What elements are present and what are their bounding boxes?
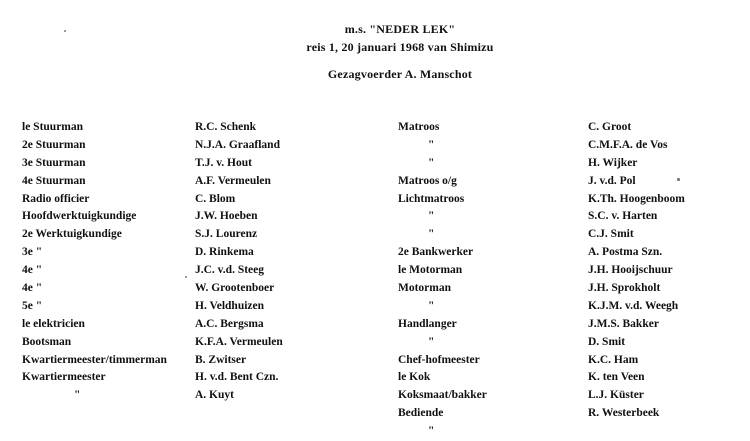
crew-name: D. Rinkema xyxy=(195,246,254,259)
crew-rank: Kwartiermeester/timmerman xyxy=(22,353,167,366)
crew-name: A. Postma Szn. xyxy=(588,246,663,259)
crew-rank: " xyxy=(428,156,435,169)
crew-rank: Bootsman xyxy=(22,335,72,348)
crew-rank: Koksmaat/bakker xyxy=(398,389,487,402)
paper-speck xyxy=(64,30,66,32)
crew-name: L.J. Küster xyxy=(588,389,644,402)
crew-rank: Matroos xyxy=(398,121,440,133)
crew-rank: 3e Stuurman xyxy=(22,156,86,169)
paper-speck xyxy=(185,276,187,278)
crew-rank: le elektricien xyxy=(22,317,85,330)
crew-name: R. Westerbeek xyxy=(588,407,660,420)
voyage-info: reis 1, 20 januari 1968 van Shimizu xyxy=(306,40,494,54)
crew-name: J.H. Hooijschuur xyxy=(588,264,673,277)
crew-name: S.J. Lourenz xyxy=(195,228,258,241)
crew-name: K.C. Ham xyxy=(588,353,639,366)
crew-name: K.Th. Hoogenboom xyxy=(588,192,685,205)
crew-rank: le Kok xyxy=(398,371,431,384)
captain-line: Gezagvoerder A. Manschot xyxy=(327,67,473,81)
crew-rank: 2e Stuurman xyxy=(22,138,86,151)
crew-name: K. ten Veen xyxy=(588,371,645,384)
crew-rank: 3e " xyxy=(22,246,43,259)
crew-rank: Motorman xyxy=(398,282,452,295)
right-name-column xyxy=(588,119,685,441)
crew-name: R.C. Schenk xyxy=(195,121,257,133)
crew-name: J.W. Hoeben xyxy=(195,210,258,223)
crew-rank: Kwartiermeester xyxy=(22,371,106,384)
crew-name: H. Wijker xyxy=(588,156,638,169)
crew-rank: le Motorman xyxy=(398,264,463,277)
crew-rank: 2e Werktuigkundige xyxy=(22,228,122,241)
crew-rank: 4e Stuurman xyxy=(22,174,86,187)
crew-name: A. Kuyt xyxy=(195,389,234,402)
crew-name: C. Groot xyxy=(588,121,632,133)
crew-name: B. Zwitser xyxy=(195,353,247,366)
crew-rank: " xyxy=(428,425,435,438)
crew-rank: 2e Bankwerker xyxy=(398,246,474,259)
left-rank-column xyxy=(22,119,167,405)
crew-name: K.F.A. Vermeulen xyxy=(195,335,283,348)
crew-rank: " xyxy=(428,210,435,223)
crew-name: K.J.M. v.d. Weegh xyxy=(588,299,679,312)
crew-name: D. Smit xyxy=(588,335,626,348)
crew-rank: 4e " xyxy=(22,264,43,277)
crew-rank: Radio officier xyxy=(22,192,90,205)
crew-name: A.F. Vermeulen xyxy=(195,174,271,187)
crew-name: T.J. v. Hout xyxy=(195,156,252,169)
crew-rank: le Stuurman xyxy=(22,121,84,133)
crew-rank: " xyxy=(428,228,435,241)
crew-rank: " xyxy=(428,335,435,348)
crew-rank: Handlanger xyxy=(398,317,457,330)
crew-rank: Matroos o/g xyxy=(398,174,457,187)
crew-name: C.J. Smit xyxy=(588,228,634,241)
crew-rank: Hoofdwerktuigkundige xyxy=(22,210,137,223)
crew-name: J.C. v.d. Steeg xyxy=(195,264,264,277)
left-name-column xyxy=(195,119,283,405)
crew-name: C. Blom xyxy=(195,192,236,205)
crew-name: H. Veldhuizen xyxy=(195,299,265,312)
ship-name: m.s. "NEDER LEK" xyxy=(344,22,456,36)
crew-rank: Chef-hofmeester xyxy=(398,353,480,366)
crew-name: H. v.d. Bent Czn. xyxy=(195,371,279,384)
crew-rank: " xyxy=(428,138,435,151)
crew-name: W. Grootenboer xyxy=(195,282,275,295)
crew-rank: Bediende xyxy=(398,407,444,420)
crew-name xyxy=(588,423,685,441)
crew-name: S.C. v. Harten xyxy=(588,210,658,223)
crew-name: J.H. Sprokholt xyxy=(588,282,661,295)
paper-speck xyxy=(677,178,680,181)
crew-name: N.J.A. Graafland xyxy=(195,138,280,151)
crew-rank: " xyxy=(428,299,435,312)
crew-rank: " xyxy=(74,389,81,402)
crew-rank: 5e " xyxy=(22,299,43,312)
crew-name: A.C. Bergsma xyxy=(195,317,264,330)
crew-name: C.M.F.A. de Vos xyxy=(588,138,668,151)
crew-name: J. v.d. Pol xyxy=(588,174,636,187)
crew-rank: Lichtmatroos xyxy=(398,192,465,205)
crew-name: J.M.S. Bakker xyxy=(588,317,659,330)
crew-rank: 4e " xyxy=(22,282,43,295)
right-rank-column xyxy=(398,119,487,441)
